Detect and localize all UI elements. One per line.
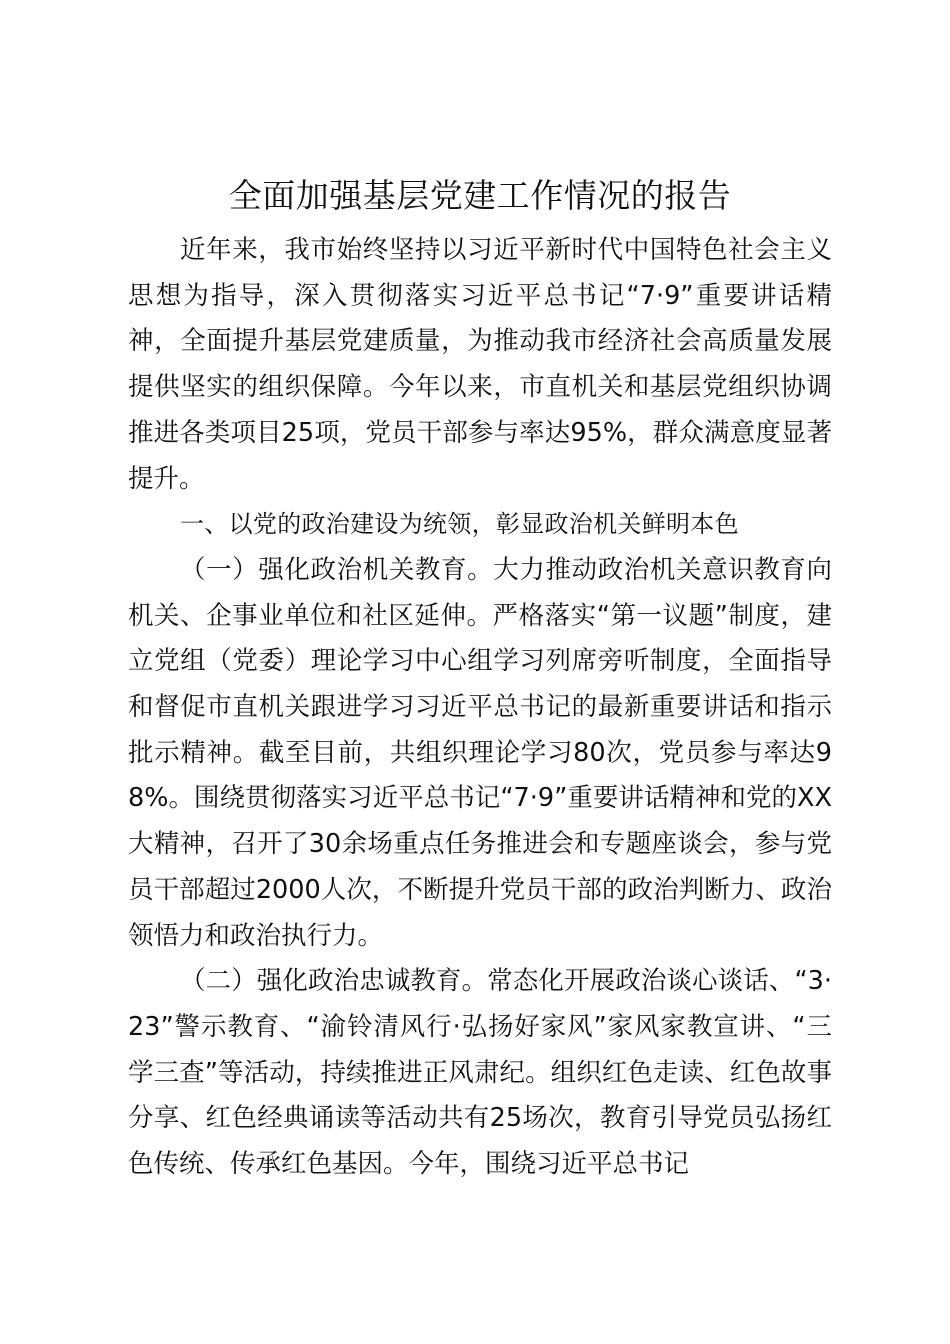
document-title: 全面加强基层党建工作情况的报告: [228, 176, 732, 215]
document-body: [128, 228, 832, 1188]
intro-paragraph: 近年来，我市始终坚持以习近平新时代中国特色社会主义思想为指导，深入贯彻落实习近平总书记“7·9”重要讲话精神，全面提升基层党建质量，为推动我市经济社会高质量发展提供坚实的组织保障。今年以来，市直机关和基层党组织协调推进各类项目25项，党员干部参与率达95%，群众满意度显著提升。: [128, 235, 832, 494]
subsection-paragraph-2: （二）强化政治忠诚教育。常态化开展政治谈心谈话、“3·23”警示教育、“渝铃清风行·弘扬好家风”家风家教宣讲、“三学三查”等活动，持续推进正风肃纪。组织红色走读、红色故事分享、红色经典诵读等活动共有25场次，教育引导党员弘扬红色传统、传承红色基因。今年，围绕习近平总书记: [128, 966, 832, 1180]
subsection-paragraph-1: （一）强化政治机关教育。大力推动政治机关意识教育向机关、企事业单位和社区延伸。严格落实“第一议题”制度，建立党组（党委）理论学习中心组学习列席旁听制度，全面指导和督促市直机关跟进学习习近平总书记的最新重要讲话和指示批示精神。截至目前，共组织理论学习80次，党员参与率达98%。围绕贯彻落实习近平总书记“7·9”重要讲话精神和党的XX大精神，召开了30余场重点任务推进会和专题座谈会，参与党员干部超过2000人次，不断提升党员干部的政治判断力、政治领悟力和政治执行力。: [128, 554, 832, 951]
section-heading-1: 一、以党的政治建设为统领，彰显政治机关鲜明本色: [180, 510, 739, 539]
